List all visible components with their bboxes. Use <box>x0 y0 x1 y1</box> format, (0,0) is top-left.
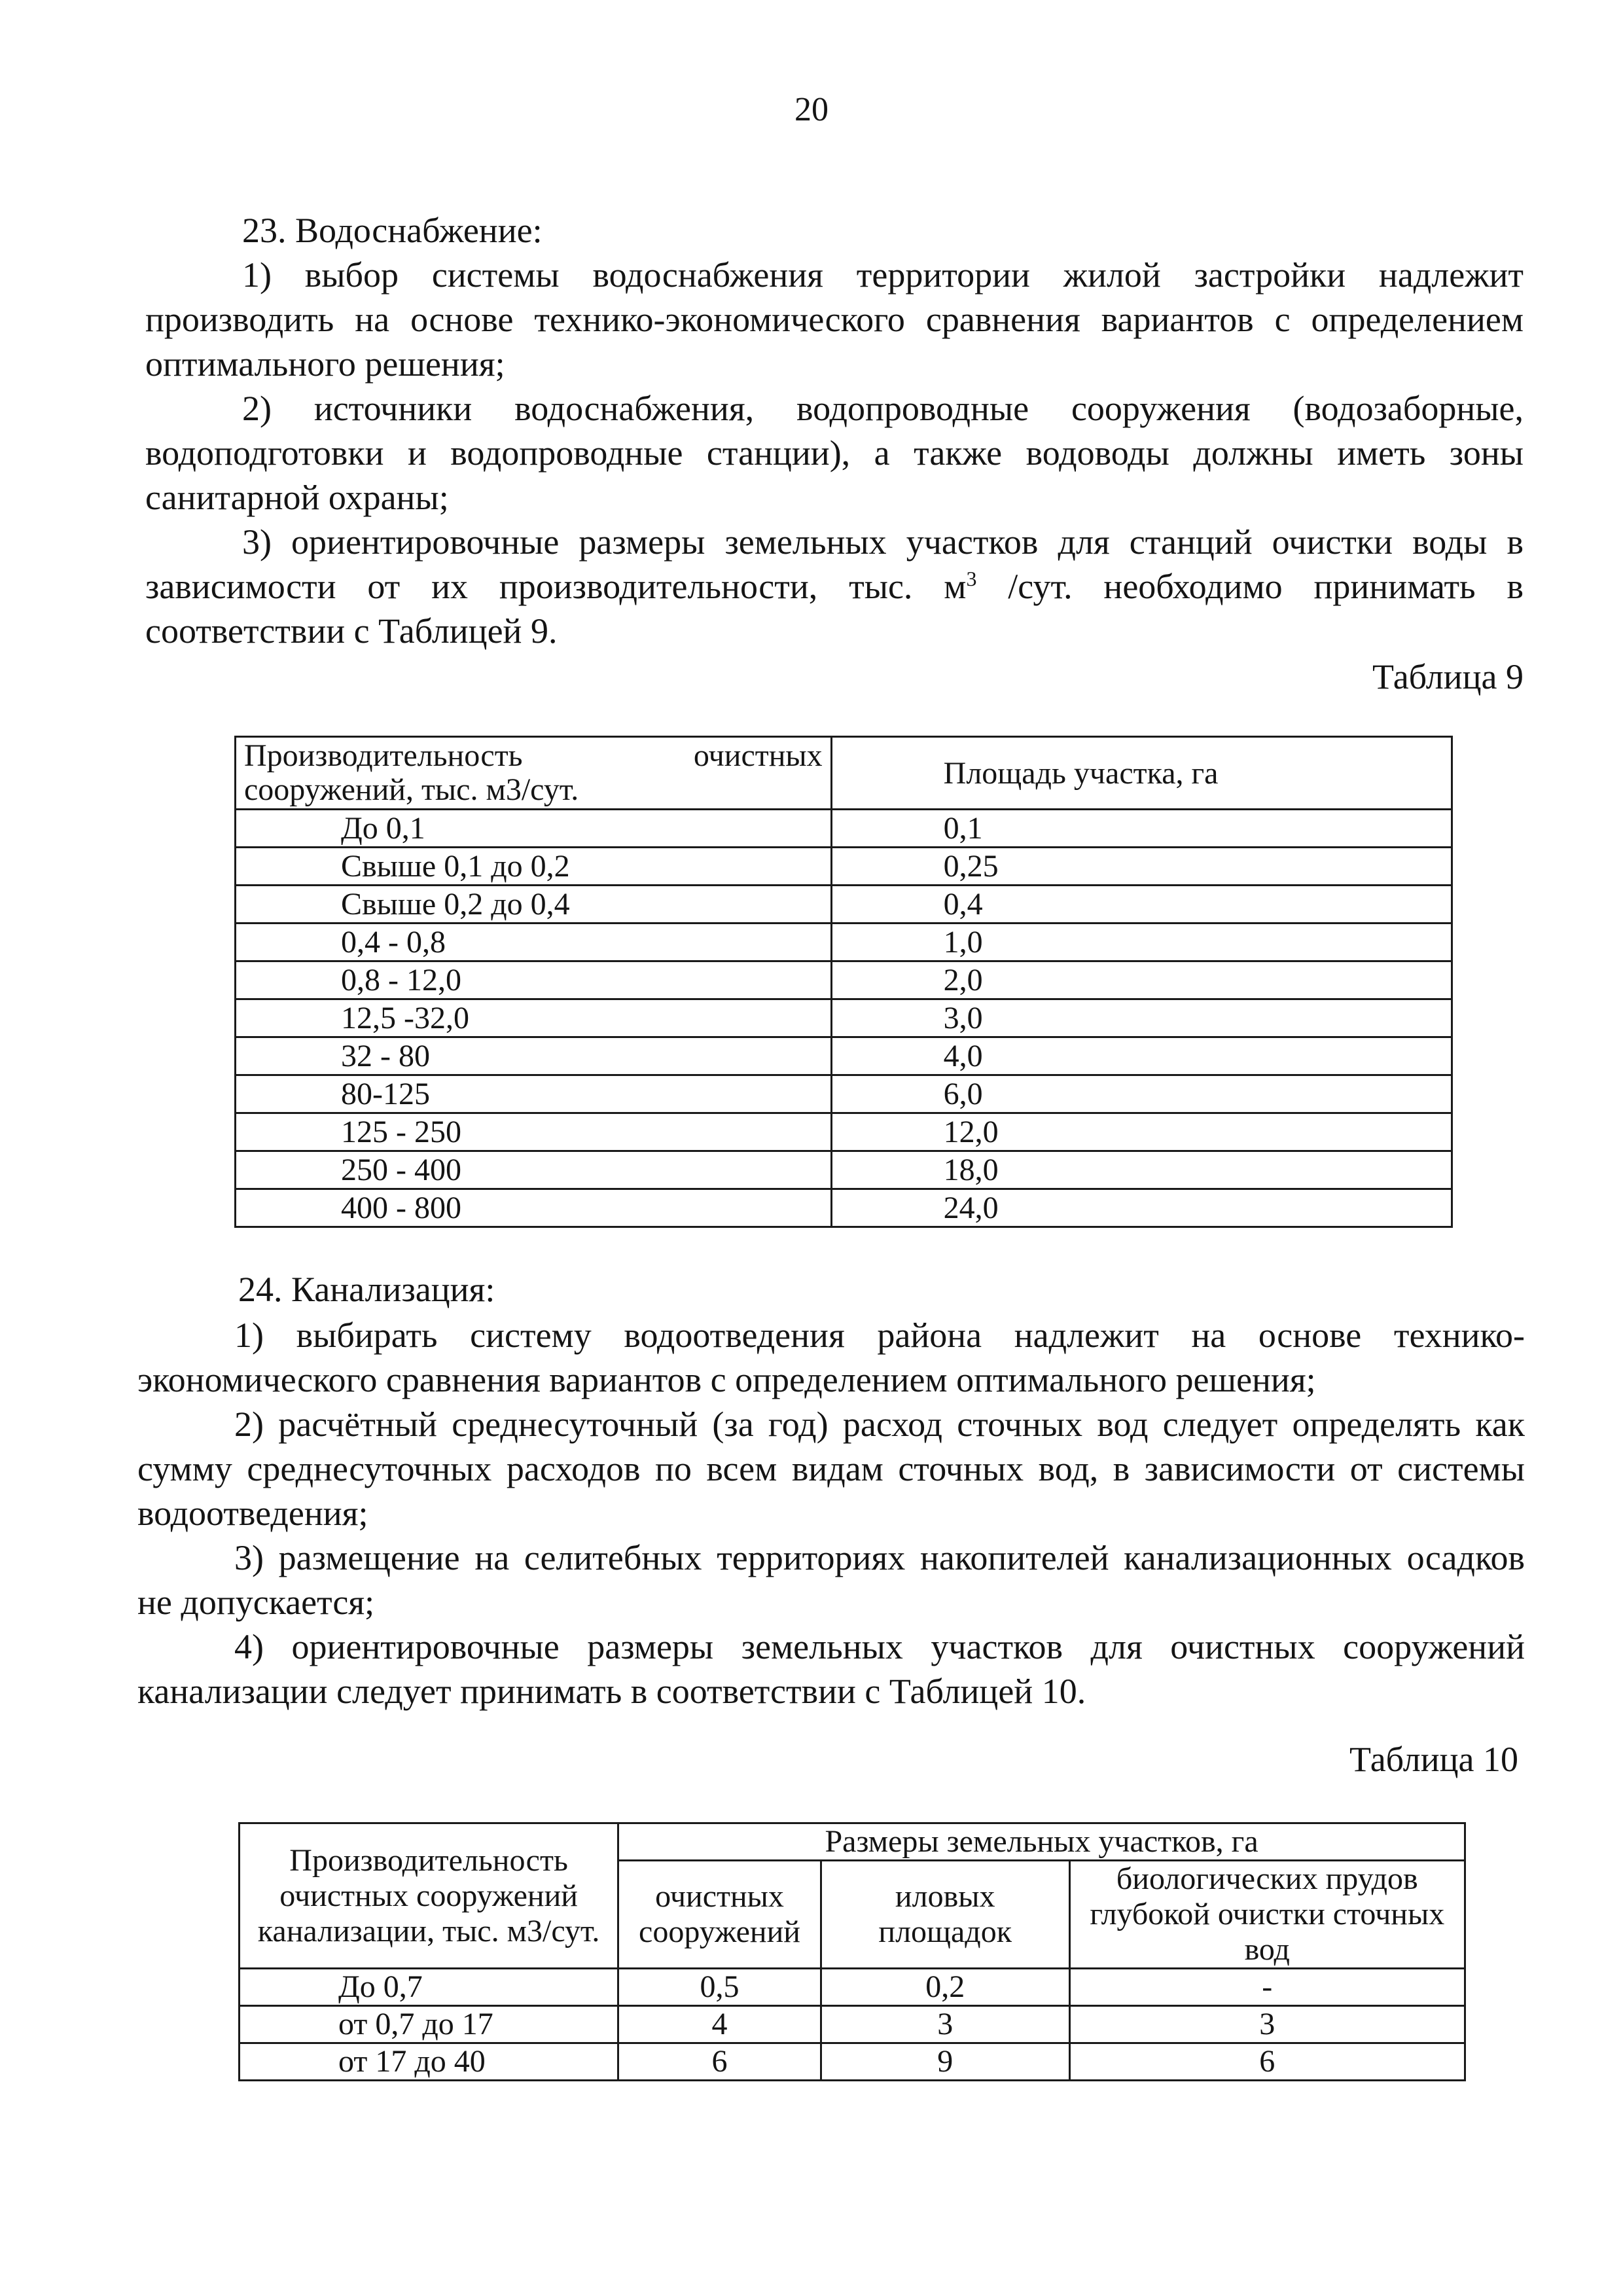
table-row <box>236 1189 1452 1227</box>
table-9-capacity-cell: Свыше 0,1 до 0,2 <box>236 848 832 886</box>
table-9-area-cell: 0,25 <box>831 848 1452 886</box>
table-10-treatment-cell: 6 <box>618 2043 821 2081</box>
table-9-capacity-cell: 0,8 - 12,0 <box>236 961 832 999</box>
table-row <box>240 2043 1465 2081</box>
table-9-capacity-cell: 250 - 400 <box>236 1151 832 1189</box>
table-row <box>236 1037 1452 1075</box>
table-9-area-cell: 24,0 <box>831 1189 1452 1227</box>
table-10-header-ponds: биологических прудов глубокой очистки сточных вод <box>1069 1861 1465 1969</box>
table-10-capacity-cell: от 0,7 до 17 <box>240 2006 618 2043</box>
table-10-capacity-cell: от 17 до 40 <box>240 2043 618 2081</box>
table-9-capacity-cell: 32 - 80 <box>236 1037 832 1075</box>
table-10-sludge-cell: 3 <box>821 2006 1069 2043</box>
table-row <box>236 1151 1452 1189</box>
table-9-caption: Таблица 9 <box>1372 657 1524 696</box>
table-10-ponds-cell: 3 <box>1069 2006 1465 2043</box>
table-9-capacity-cell: Свыше 0,2 до 0,4 <box>236 886 832 924</box>
table-9-area-cell: 12,0 <box>831 1113 1452 1151</box>
section-23-item-3-text-end: /сут. необходимо принимать в соответствии с Таблицей 9. <box>145 567 1524 651</box>
table-row <box>240 1969 1465 2006</box>
table-10-header-sludge: иловых площадок <box>821 1861 1069 1969</box>
table-10-ponds-cell: 6 <box>1069 2043 1465 2081</box>
table-10-treatment-cell: 4 <box>618 2006 821 2043</box>
table-10-treatment-cell: 0,5 <box>618 1969 821 2006</box>
section-24-heading: 24. Канализация: <box>238 1270 495 1309</box>
table-9-header-area: Площадь участка, га <box>831 737 1452 810</box>
table-row <box>240 2006 1465 2043</box>
section-24-item-4: 4) ориентировочные размеры земельных участков для очистных сооружений канализации следует принимать в соответствии с Таблицей 10. <box>137 1627 1525 1711</box>
table-10-capacity-cell: До 0,7 <box>240 1969 618 2006</box>
table-row <box>236 886 1452 924</box>
table-row <box>236 848 1452 886</box>
table-10-header-treatment: очистных сооружений <box>618 1861 821 1969</box>
superscript-3: 3 <box>966 567 977 590</box>
table-9-area-cell: 1,0 <box>831 924 1452 961</box>
section-24-item-3: 3) размещение на селитебных территориях накопителей канализационных осадков не допускается; <box>137 1538 1525 1622</box>
section-23-heading: 23. Водоснабжение: <box>242 211 543 250</box>
table-9-area-cell: 18,0 <box>831 1151 1452 1189</box>
table-9-capacity-cell: 80-125 <box>236 1075 832 1113</box>
table-row <box>236 961 1452 999</box>
section-23-item-3-text: 3) ориентировочные размеры земельных участков для станций очистки воды в зависимости от их производительности, тыс. м <box>145 522 1524 606</box>
table-9-area-cell: 6,0 <box>831 1075 1452 1113</box>
table-10-header-group: Размеры земельных участков, га <box>618 1823 1465 1861</box>
table-10-header-row-1 <box>240 1823 1465 1861</box>
table-9-capacity-cell: До 0,1 <box>236 810 832 848</box>
table-row <box>236 1075 1452 1113</box>
table-10-caption: Таблица 10 <box>1349 1740 1518 1779</box>
table-9-header <box>236 737 1452 810</box>
table-9-area-cell: 0,4 <box>831 886 1452 924</box>
table-9-area-cell: 4,0 <box>831 1037 1452 1075</box>
table-10-sludge-cell: 9 <box>821 2043 1069 2081</box>
table-9-capacity-cell: 125 - 250 <box>236 1113 832 1151</box>
section-24-item-1: 1) выбирать систему водоотведения района надлежит на основе технико-экономического сравнения вариантов с определением оптимального решения; <box>137 1316 1525 1399</box>
table-row <box>236 999 1452 1037</box>
table-10 <box>238 1822 1466 2081</box>
table-9-area-cell: 3,0 <box>831 999 1452 1037</box>
table-9-area-cell: 2,0 <box>831 961 1452 999</box>
table-9-header-capacity: Производительность очистных сооружений, тыс. м3/сут. <box>236 737 832 810</box>
table-9-capacity-cell: 0,4 - 0,8 <box>236 924 832 961</box>
table-10-ponds-cell: - <box>1069 1969 1465 2006</box>
table-9-capacity-cell: 400 - 800 <box>236 1189 832 1227</box>
section-24-item-2: 2) расчётный среднесуточный (за год) расход сточных вод следует определять как сумму среднесуточных расходов по всем видам сточных вод, в зависимости от системы водоотведения; <box>137 1405 1525 1533</box>
table-row <box>236 924 1452 961</box>
section-23-item-1: 1) выбор системы водоснабжения территории жилой застройки надлежит производить на основе технико-экономического сравнения вариантов с определением оптимального решения; <box>145 255 1524 384</box>
section-23-item-2: 2) источники водоснабжения, водопроводные сооружения (водозаборные, водоподготовки и водопроводные станции), а также водоводы должны иметь зоны санитарной охраны; <box>145 389 1524 517</box>
table-row <box>236 810 1452 848</box>
table-row <box>236 1113 1452 1151</box>
page-number: 20 <box>794 91 829 128</box>
table-9-capacity-cell: 12,5 -32,0 <box>236 999 832 1037</box>
table-10-header-capacity: Производительность очистных сооружений канализации, тыс. м3/сут. <box>240 1823 618 1969</box>
table-10-sludge-cell: 0,2 <box>821 1969 1069 2006</box>
table-9 <box>234 736 1453 1228</box>
section-23-item-3 <box>145 520 1524 653</box>
table-9-area-cell: 0,1 <box>831 810 1452 848</box>
